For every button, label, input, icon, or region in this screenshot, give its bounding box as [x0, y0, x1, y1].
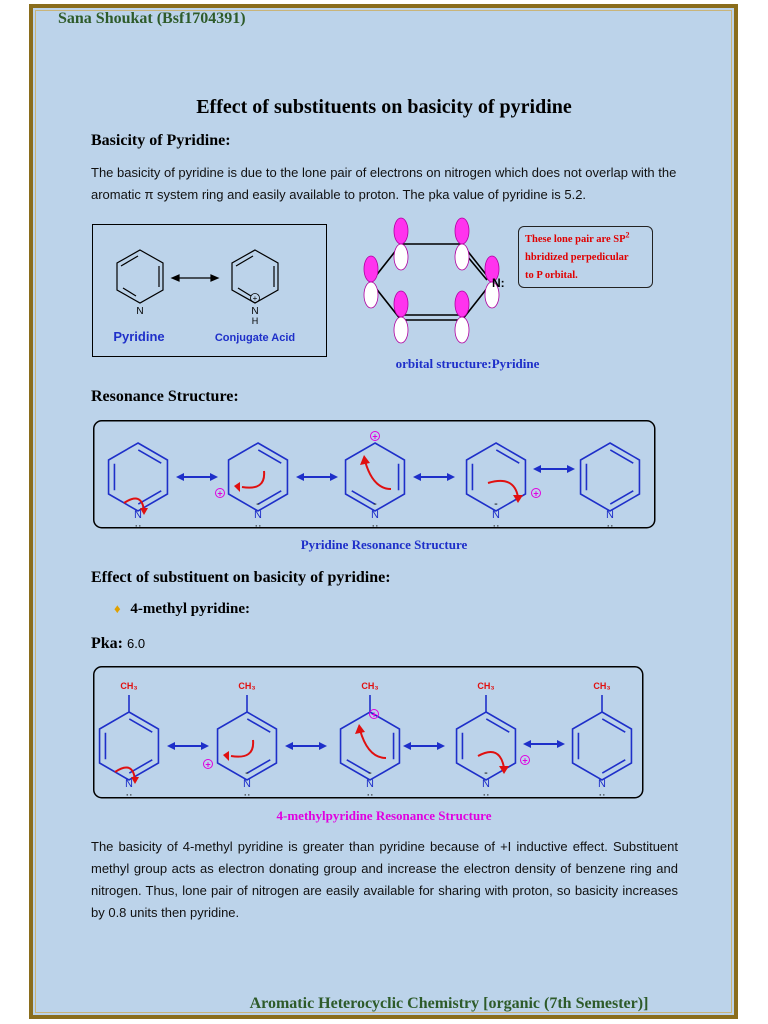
note-line-1: These lone pair are SP: [525, 234, 626, 245]
methyl-label: CH₃: [477, 681, 495, 691]
pyridine-resonance-caption: Pyridine Resonance Structure: [300, 537, 468, 552]
electron-push-arrow: [355, 724, 386, 758]
svg-text:+: +: [217, 488, 223, 499]
lone-pair-dots: ··: [125, 789, 133, 800]
nitrogen-label: N: [492, 509, 500, 521]
pyridine-n-label: N: [136, 306, 144, 317]
orbital-n-label: N:: [492, 276, 505, 290]
note-line-3: to P orbital.: [525, 270, 578, 281]
lone-pair-dots: ··: [606, 520, 614, 530]
page-title: Effect of substituents on basicity of pyridine: [196, 96, 572, 118]
methyl-resonance-structures: [100, 681, 632, 800]
methylpyridine-resonance-diagram: [93, 666, 644, 800]
resonance-arrow: [403, 742, 445, 750]
lone-pair-dots: ··: [243, 789, 251, 800]
ring-5: [581, 443, 640, 511]
nitrogen-label: N: [371, 509, 379, 521]
electron-push-arrow: [478, 752, 509, 774]
methyl-label: CH₃: [238, 681, 256, 691]
m-ring-5: [573, 712, 632, 780]
methyl-label: CH₃: [361, 681, 379, 691]
lone-pair-dots: ··: [371, 520, 379, 530]
lone-pair-dots: ··: [134, 520, 142, 530]
lone-pair-dots: ··: [598, 789, 606, 800]
nitrogen-label: N: [125, 778, 133, 790]
nitrogen-label: N: [598, 778, 606, 790]
resonance-arrow: [523, 740, 565, 748]
orbital-caption: orbital structure:Pyridine: [395, 356, 540, 371]
author-name: Sana Shoukat (Bsf1704391): [58, 10, 246, 27]
nitrogen-label: N: [134, 509, 142, 521]
resonance-structures: [109, 432, 640, 531]
pka-value: 6.0: [127, 636, 146, 651]
electron-push-arrow: [234, 471, 264, 492]
ring-1: [109, 443, 168, 511]
lone-pair-dots: ··: [482, 789, 490, 800]
minus-charge: -: [373, 498, 377, 510]
conjugate-acid-label: Conjugate Acid: [214, 332, 296, 344]
lone-pair-dots: ··: [366, 789, 374, 800]
svg-text:+: +: [371, 709, 377, 720]
pyridine-resonance-diagram: [93, 420, 656, 530]
methyl-label: CH₃: [593, 681, 611, 691]
nitrogen-label: N: [606, 509, 614, 521]
nitrogen-label: N: [366, 778, 374, 790]
lone-pair-dots: ··: [254, 520, 262, 530]
resonance-arrow: [167, 742, 209, 750]
resonance-arrow: [176, 473, 218, 481]
svg-text:+: +: [372, 431, 378, 442]
orbital-structure-diagram: [355, 214, 515, 354]
electron-push-arrow: [360, 455, 391, 489]
minus-charge: -: [368, 767, 372, 779]
svg-text:+: +: [533, 488, 539, 499]
pyridine-label: Pyridine: [113, 329, 165, 344]
resonance-arrow: [533, 465, 575, 473]
m-ring-1: [100, 712, 159, 780]
lone-pair-dots: ··: [492, 520, 500, 530]
bullet-icon: ♦: [114, 601, 121, 616]
resonance-arrow: [413, 473, 455, 481]
conjugate-h-label: H: [251, 316, 259, 326]
electron-push-arrow: [223, 740, 253, 761]
pyridine-equilibrium-box: [92, 224, 328, 358]
note-superscript: 2: [625, 230, 630, 240]
footer-text: Aromatic Heterocyclic Chemistry [organic (7th Semester)]: [249, 995, 649, 1012]
bullet-label: 4-methyl pyridine:: [130, 601, 250, 617]
pyridine-ring: [117, 250, 163, 303]
resonance-arrow: [285, 742, 327, 750]
conjugate-n-label: N: [251, 306, 259, 317]
note-line-2: hbridized perpedicular: [525, 252, 629, 263]
methylpyridine-paragraph: The basicity of 4-methyl pyridine is greater than pyridine because of +I inductive effect. Substituent methyl group acts as electron donating group and increase the electron density of benzene ring and nitrogen. Thus, lone pair of nitrogen are easily available for sharing with proton, so basicity increases by 0.8 units then pyridine.: [91, 839, 678, 920]
pka-label: Pka:: [91, 635, 123, 652]
resonance-arrow: [296, 473, 338, 481]
methyl-bullet-item: [114, 601, 250, 618]
svg-text:+: +: [205, 759, 211, 770]
svg-text:+: +: [252, 294, 258, 303]
sp2-note-box: [518, 226, 653, 288]
nitrogen-label: N: [254, 509, 262, 521]
p-orbital-lobes: [364, 218, 499, 343]
nitrogen-label: N: [482, 778, 490, 790]
svg-text:+: +: [522, 755, 528, 766]
minus-charge: -: [256, 498, 260, 510]
nitrogen-label: N: [243, 778, 251, 790]
basicity-paragraph: The basicity of pyridine is due to the lone pair of electrons on nitrogen which does not overlap with the aromatic π system ring and easily available to proton. The pka value of pyridine is 5.2.: [91, 165, 677, 202]
substituent-heading: Effect of substituent on basicity of pyridine:: [91, 569, 391, 586]
minus-charge: -: [494, 498, 498, 510]
basicity-heading: Basicity of Pyridine:: [91, 132, 231, 149]
methylpyridine-resonance-caption: 4-methylpyridine Resonance Structure: [276, 808, 492, 823]
minus-charge: -: [484, 767, 488, 779]
minus-charge: -: [245, 767, 249, 779]
resonance-heading: Resonance Structure:: [91, 388, 239, 405]
methyl-label: CH₃: [120, 681, 138, 691]
equilibrium-arrow: [172, 275, 218, 281]
pka-line: [91, 635, 145, 653]
